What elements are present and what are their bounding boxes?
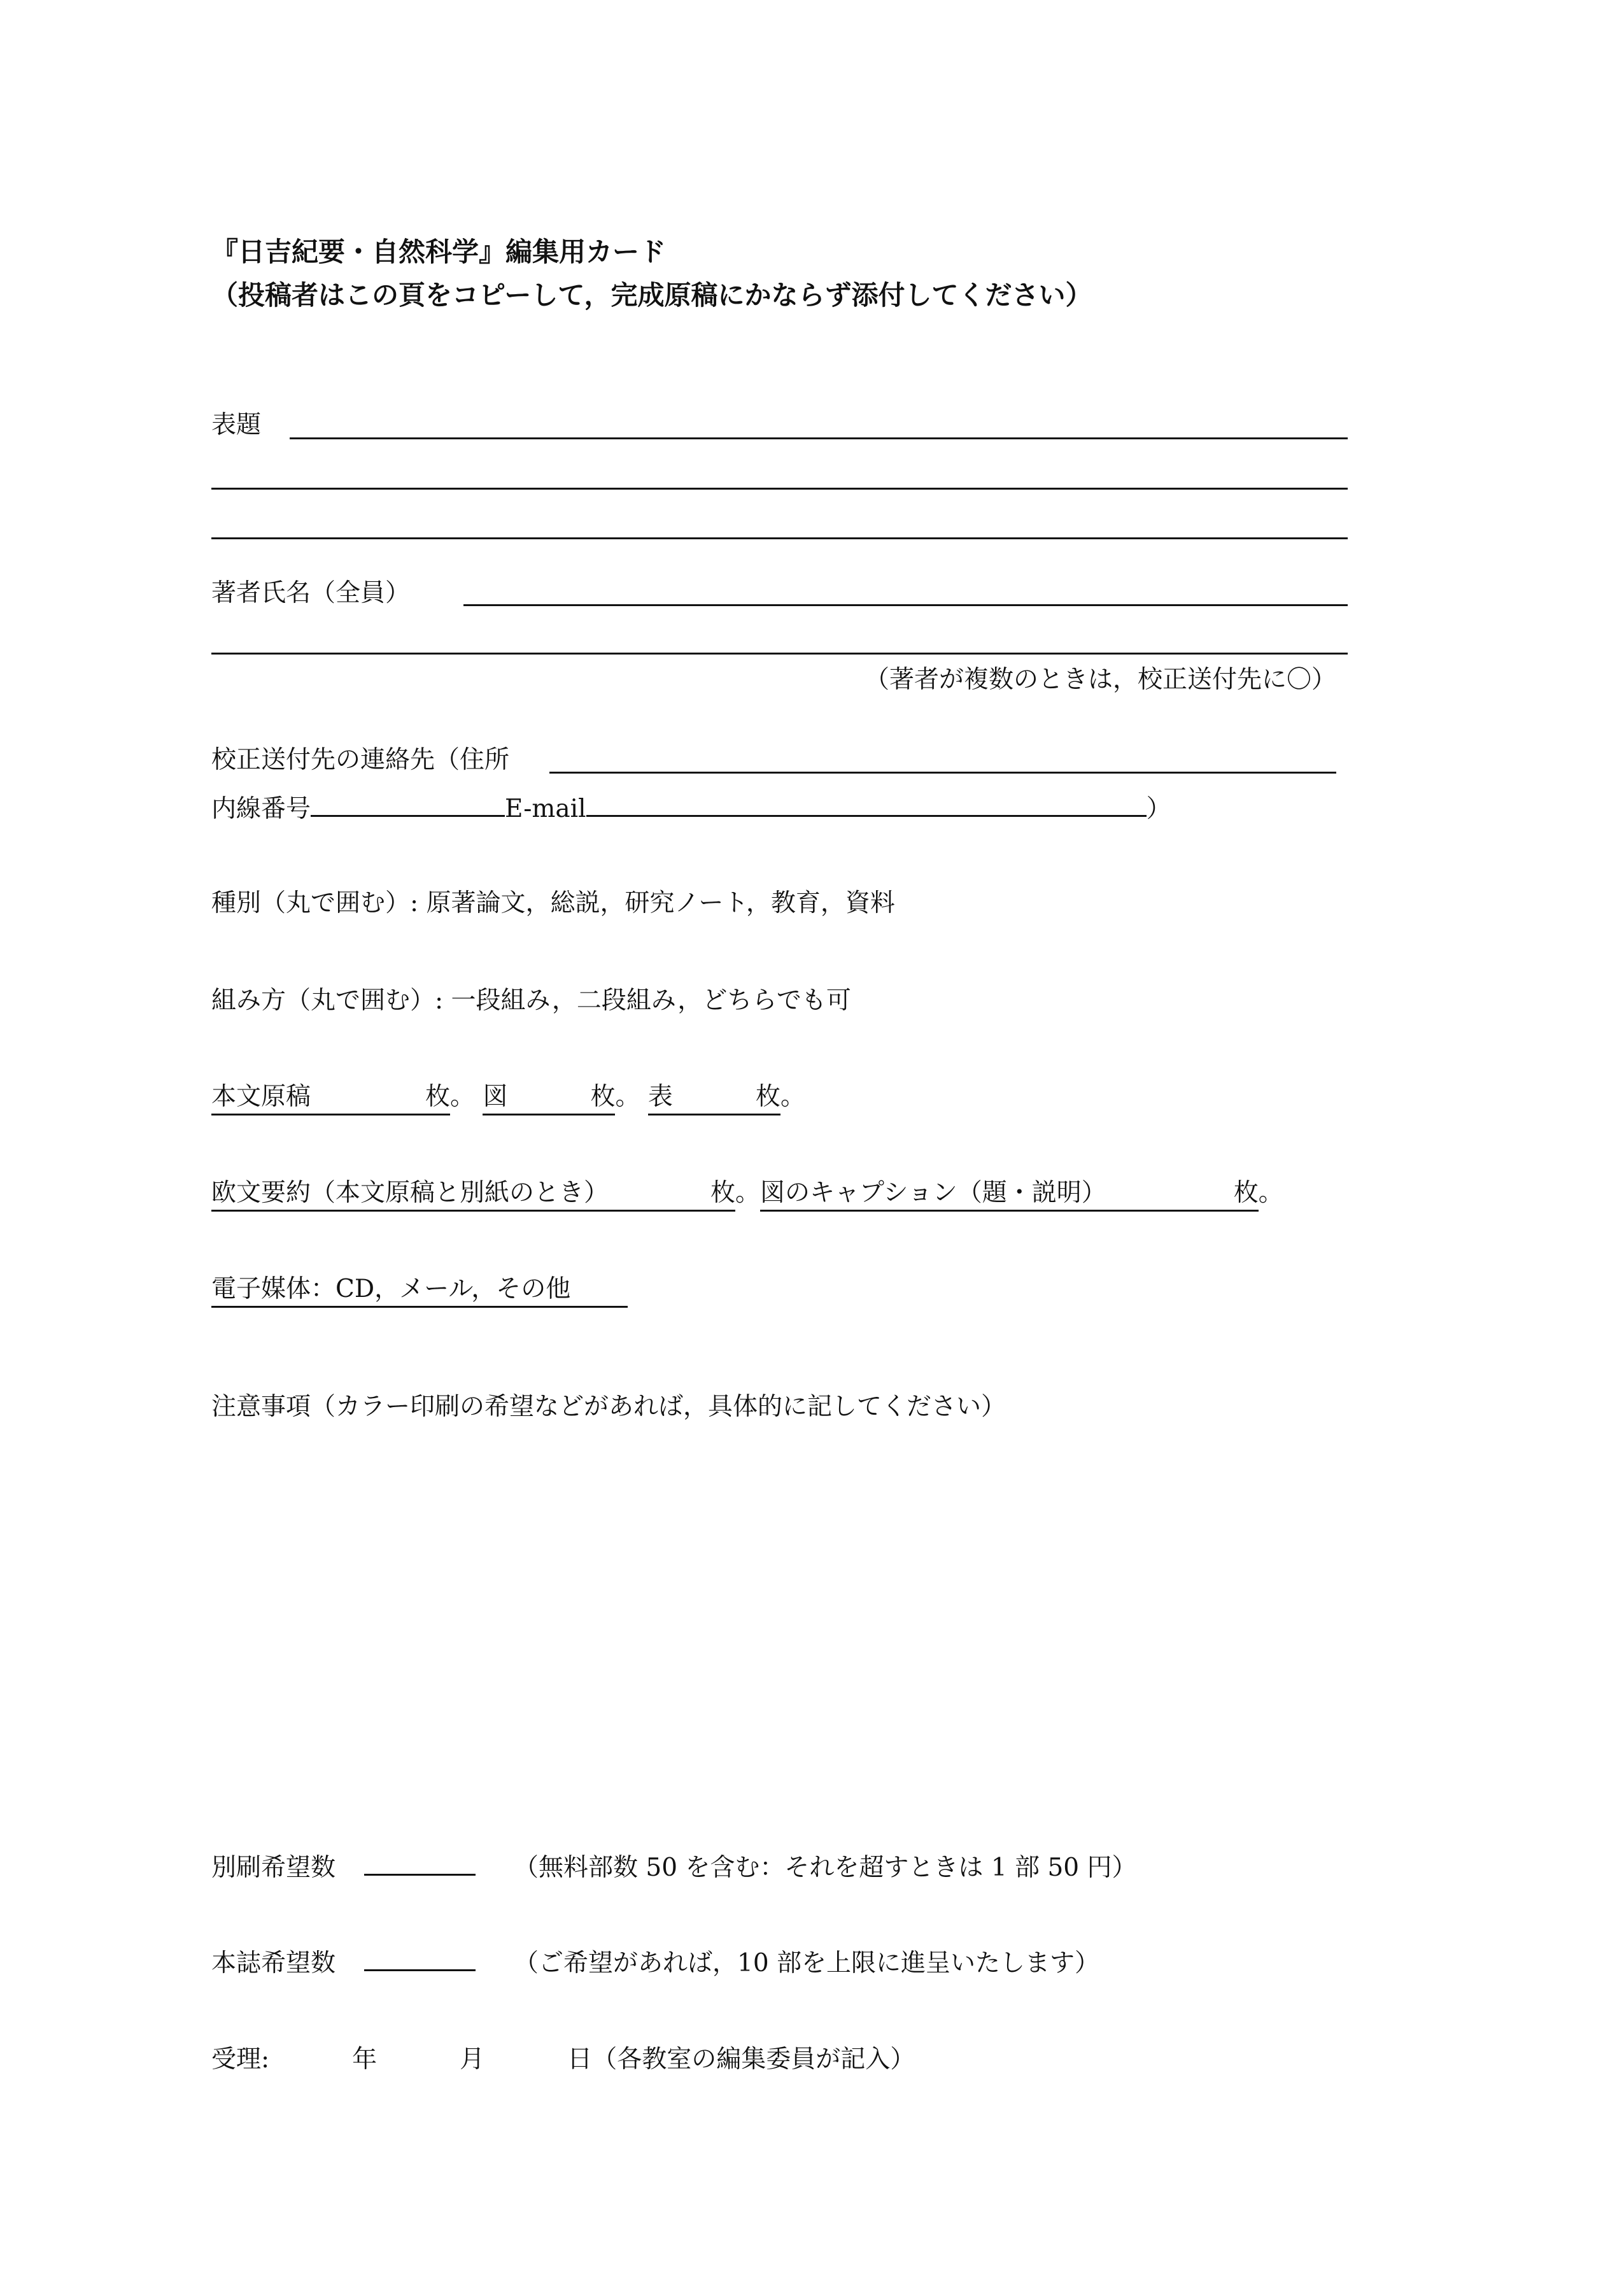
- page-subtitle: （投稿者はこの頁をコピーして，完成原稿にかならず添付してください）: [211, 280, 1092, 311]
- year-label: 年: [352, 2045, 378, 2074]
- email-field[interactable]: [586, 814, 1147, 817]
- authors-field-line-1[interactable]: [463, 604, 1348, 606]
- journal-label: 本誌希望数: [211, 1949, 336, 1978]
- offprint-label: 別刷希望数: [211, 1853, 336, 1882]
- offprint-line: [211, 1855, 1136, 1880]
- article-type-line: 種別（丸で囲む）: 原著論文，総説，研究ノート，教育，資料: [211, 889, 895, 917]
- journal-line: [211, 1951, 1099, 1976]
- page-title: 『日吉紀要・自然科学』編集用カード: [211, 236, 667, 267]
- contact-line-2: [211, 797, 1171, 821]
- received-label: 受理:: [211, 2045, 270, 2074]
- notes-label: 注意事項（カラー印刷の希望などがあれば，具体的に記してください）: [211, 1392, 1006, 1421]
- journal-field[interactable]: [364, 1969, 476, 1971]
- media-field[interactable]: 電子媒体：CD，メール，その他: [211, 1275, 628, 1308]
- authors-label: 著者氏名（全員）: [211, 579, 411, 607]
- title-label: 表題: [211, 411, 262, 439]
- abstract-pages[interactable]: 欧文要約（本文原稿と別紙のとき） 枚: [211, 1179, 735, 1212]
- caption-pages[interactable]: 図のキャプション（題・説明） 枚: [760, 1179, 1259, 1212]
- title-field-line-2[interactable]: [211, 488, 1348, 490]
- layout-line: 組み方（丸で囲む）: 一段組み，二段組み，どちらでも可: [211, 986, 851, 1015]
- table-pages[interactable]: 表 枚: [648, 1082, 780, 1115]
- month-label: 月: [460, 2045, 485, 2074]
- media-line: [211, 1277, 628, 1301]
- journal-note: （ご希望があれば，10 部を上限に進呈いたします）: [514, 1949, 1100, 1978]
- contact-label: 校正送付先の連絡先（住所: [211, 746, 510, 774]
- extension-label: 内線番号: [211, 795, 311, 823]
- page-count-line: 本文原稿 枚。 図 枚。 表 枚。: [211, 1084, 805, 1109]
- offprint-field[interactable]: [364, 1873, 476, 1876]
- title-field-line-1[interactable]: [290, 437, 1348, 439]
- received-line: [211, 2047, 915, 2072]
- authors-field-line-2[interactable]: [211, 653, 1348, 655]
- email-label: E-mail: [505, 795, 586, 823]
- close-paren: ）: [1146, 795, 1171, 823]
- received-note: （各教室の編集委員が記入）: [592, 2045, 915, 2074]
- title-field-line-3[interactable]: [211, 537, 1348, 539]
- body-pages[interactable]: 本文原稿 枚: [211, 1082, 450, 1115]
- day-label: 日: [567, 2045, 593, 2074]
- abstract-caption-line: 欧文要約（本文原稿と別紙のとき） 枚。図のキャプション（題・説明） 枚。: [211, 1180, 1283, 1205]
- address-field-line[interactable]: [549, 772, 1336, 774]
- figure-pages[interactable]: 図 枚: [483, 1082, 615, 1115]
- authors-note: （著者が複数のときは，校正送付先に〇）: [864, 665, 1336, 694]
- extension-field[interactable]: [311, 814, 505, 817]
- offprint-note: （無料部数 50 を含む：それを超すときは 1 部 50 円）: [514, 1853, 1137, 1882]
